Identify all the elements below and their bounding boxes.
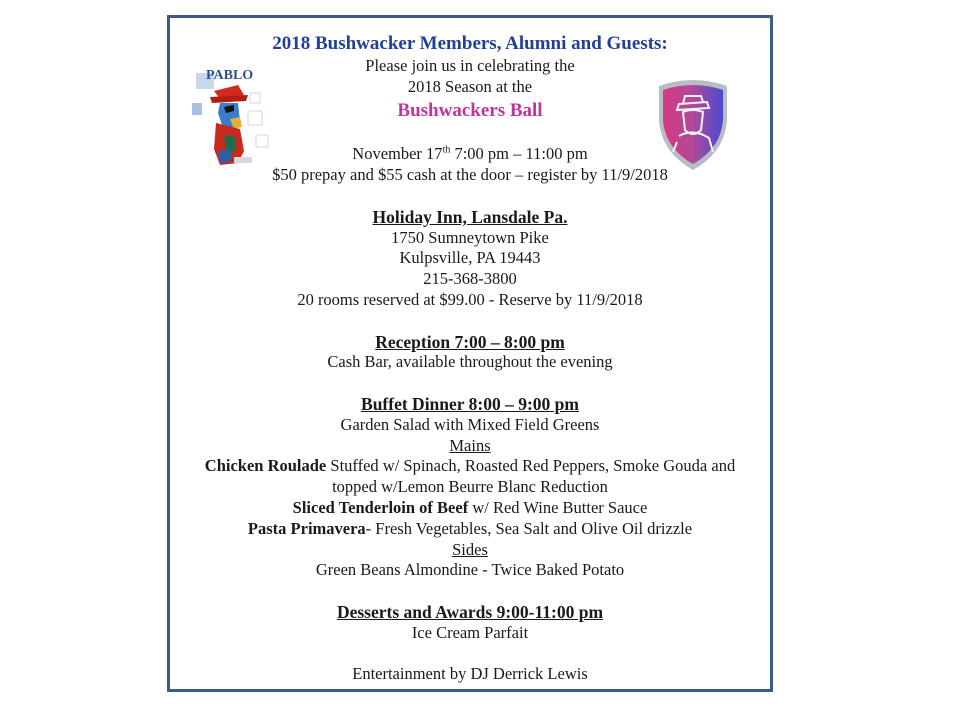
main-1-name: Chicken Roulade (204, 456, 327, 476)
entertainment-line: Entertainment by DJ Derrick Lewis (352, 664, 588, 684)
dinner-salad: Garden Salad with Mixed Field Greens (340, 414, 600, 434)
flyer-headline: 2018 Bushwacker Members, Alumni and Guests: (272, 33, 668, 54)
main-1-desc-2: topped w/Lemon Beurre Blanc Reduction (332, 477, 608, 497)
intro-line-2: 2018 Season at the (407, 76, 533, 96)
venue-city: Kulpsville, PA 19443 (399, 248, 541, 268)
venue-street: 1750 Sumneytown Pike (391, 227, 549, 247)
intro-line-1: Please join us in celebrating the (365, 56, 575, 75)
venue-rooms: 20 rooms reserved at $99.00 - Reserve by 11/9/2018 (297, 289, 643, 309)
event-flyer (167, 15, 773, 692)
reception-heading: Reception 7:00 – 8:00 pm (375, 331, 565, 352)
mains-label: Mains (449, 435, 491, 455)
date-month-day: November 17 (352, 144, 443, 164)
event-date (170, 144, 770, 165)
main-2-desc: w/ Red Wine Butter Sauce (468, 497, 648, 517)
main-3-desc: - Fresh Vegetables, Sea Salt and Olive Oil drizzle (365, 518, 693, 538)
desserts-detail: Ice Cream Parfait (411, 622, 529, 642)
main-1-desc: Stuffed w/ Spinach, Roasted Red Peppers, Smoke Gouda and (326, 456, 736, 476)
main-3 (170, 519, 770, 540)
venue-phone: 215-368-3800 (423, 269, 517, 289)
flyer-text (170, 32, 770, 685)
reception-detail: Cash Bar, available throughout the evening (327, 352, 613, 372)
main-1 (170, 456, 770, 477)
sides-label: Sides (452, 539, 488, 559)
main-2 (170, 498, 770, 519)
dinner-heading: Buffet Dinner 8:00 – 9:00 pm (361, 393, 579, 414)
main-2-name: Sliced Tenderloin of Beef (292, 497, 469, 517)
date-suffix: th (442, 144, 451, 156)
pricing-line: $50 prepay and $55 cash at the door – register by 11/9/2018 (272, 165, 668, 185)
desserts-heading: Desserts and Awards 9:00-11:00 pm (336, 601, 604, 622)
pablo-logo-text: PABLO (206, 68, 254, 83)
date-time: 7:00 pm – 11:00 pm (450, 144, 588, 164)
event-name: Bushwackers Ball (397, 99, 543, 121)
main-3-name: Pasta Primavera (247, 518, 366, 538)
sides-list: Green Beans Almondine - Twice Baked Potato (315, 560, 625, 580)
venue-name: Holiday Inn, Lansdale Pa. (372, 206, 568, 227)
